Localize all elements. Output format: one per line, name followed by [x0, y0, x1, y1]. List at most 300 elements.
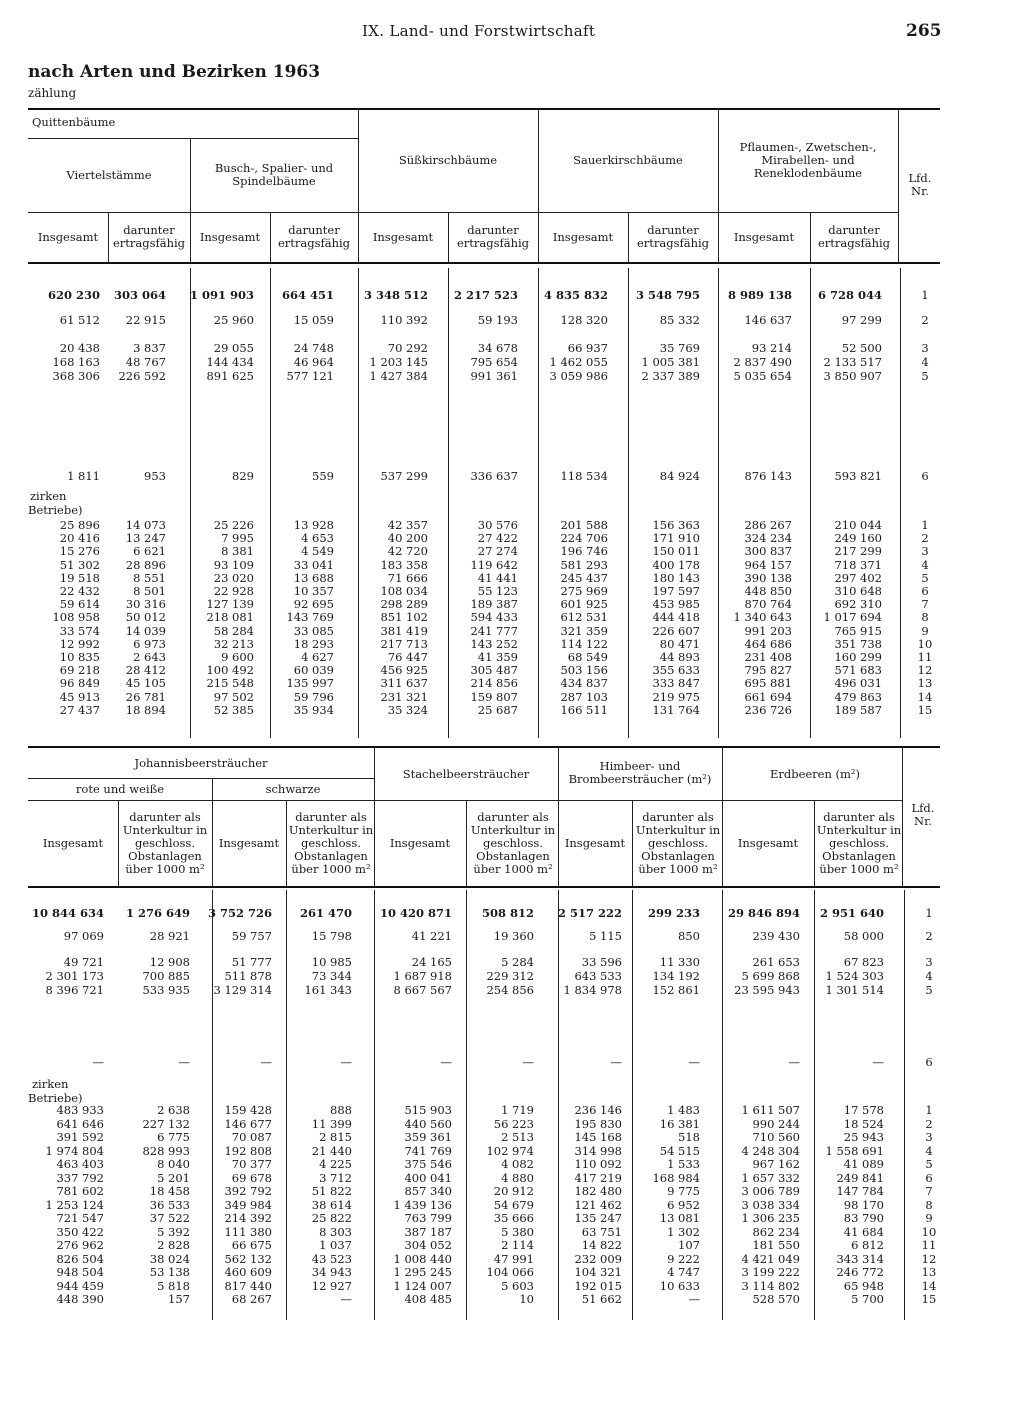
table-cell: — [688, 1055, 700, 1069]
table-cell: 359 361 [404, 1130, 452, 1144]
table-cell: 261 653 [752, 955, 800, 969]
table-cell: 661 694 [744, 689, 792, 704]
table-cell: 25 687 [477, 702, 518, 717]
table-cell: 261 470 [299, 906, 352, 920]
table-cell: 24 165 [411, 955, 452, 969]
table-cell: 56 223 [493, 1116, 534, 1131]
table-cell: 127 139 [206, 597, 254, 612]
table-cell: 5 603 [501, 1278, 534, 1293]
table-cell: 44 893 [659, 650, 700, 664]
table-cell: 408 485 [404, 1292, 452, 1306]
table-cell: 1 017 694 [823, 610, 882, 625]
table-cell: 3 059 986 [549, 369, 608, 383]
table-cell: 45 913 [59, 689, 100, 704]
table-cell: 92 695 [293, 597, 334, 612]
table-cell: 400 041 [404, 1170, 452, 1185]
table-cell: 43 523 [311, 1251, 352, 1266]
table-cell: 20 438 [59, 341, 100, 355]
table-cell: 2 133 517 [823, 355, 882, 369]
table-cell: 119 642 [470, 557, 518, 572]
table-cell: 41 221 [411, 929, 452, 943]
table-cell: 11 399 [311, 1116, 352, 1131]
table-cell: 300 837 [744, 544, 792, 559]
table-cell: 417 219 [574, 1170, 622, 1185]
table-cell: 28 921 [149, 929, 190, 943]
table-cell: 8 667 567 [393, 983, 452, 997]
table-cell: 104 321 [574, 1265, 622, 1279]
table-cell: 29 846 894 [727, 906, 800, 920]
table-cell: — [688, 1292, 700, 1306]
row-number: 9 [925, 1211, 933, 1225]
header-busch: Busch-, Spalier- und Spindelbäume [214, 161, 334, 188]
table-cell: 3 837 [133, 341, 166, 355]
table-cell: 5 818 [157, 1278, 190, 1293]
row-number: 7 [925, 1184, 933, 1198]
table-cell: 479 863 [834, 689, 882, 704]
table-cell: 196 746 [560, 544, 608, 559]
table-cell: 303 064 [113, 288, 166, 302]
table-cell: 1 340 643 [733, 610, 792, 625]
table-cell: 601 925 [560, 597, 608, 612]
table-cell: 343 314 [836, 1251, 884, 1266]
table-cell: 104 066 [486, 1265, 534, 1279]
table-cell: 5 380 [501, 1224, 534, 1239]
table-cell: 59 757 [231, 929, 272, 943]
table-cell: 6 775 [157, 1130, 190, 1144]
table-cell: 20 912 [493, 1184, 534, 1198]
table-cell: 964 157 [744, 557, 792, 572]
table-cell: — [178, 1055, 190, 1069]
table-cell: 4 747 [667, 1265, 700, 1279]
table-cell: 254 856 [486, 983, 534, 997]
table-cell: 48 767 [125, 355, 166, 369]
table-cell: 33 596 [581, 955, 622, 969]
table-cell: 5 284 [501, 955, 534, 969]
table-cell: 967 162 [752, 1157, 800, 1171]
table-cell: 38 614 [311, 1197, 352, 1212]
header-suess: Süßkirschbäume [398, 152, 498, 167]
table-cell: 387 187 [404, 1224, 452, 1239]
table-cell: 1 302 [667, 1224, 700, 1239]
table-cell: 23 020 [213, 570, 254, 585]
table-cell: 156 363 [652, 518, 700, 532]
table-cell: 181 550 [752, 1238, 800, 1252]
table-cell: 1 124 007 [393, 1278, 452, 1293]
table-cell: 13 928 [293, 518, 334, 532]
table-cell: 781 602 [56, 1184, 104, 1198]
table-cell: 108 958 [52, 610, 100, 625]
table-cell: 1 533 [667, 1157, 700, 1171]
table-cell: 862 234 [752, 1224, 800, 1239]
table-cell: 85 332 [659, 313, 700, 327]
table-cell: 336 637 [470, 469, 518, 483]
table-cell: 944 459 [56, 1278, 104, 1293]
table-cell: 349 984 [224, 1197, 272, 1212]
header-lfd: Lfd. Nr. [908, 171, 932, 198]
table-cell: 214 392 [224, 1211, 272, 1225]
row-number: 4 [921, 355, 929, 369]
table-cell: 226 592 [118, 369, 166, 383]
row-number: 4 [921, 557, 929, 572]
table-cell: 147 784 [836, 1184, 884, 1198]
row-number: 12 [917, 663, 933, 678]
table-cell: 350 422 [56, 1224, 104, 1239]
table-cell: 8 551 [133, 570, 166, 585]
header-ins: Insgesamt [218, 835, 280, 850]
row-number: 4 [925, 969, 933, 983]
row-number: 8 [925, 1197, 933, 1212]
table-cell: 2 114 [501, 1238, 534, 1252]
table-cell: 13 688 [293, 570, 334, 585]
header-dar: darunter als Unterkultur in geschloss. Obstanlagen über 1000 m² [816, 809, 902, 876]
table-cell: 718 371 [834, 557, 882, 572]
table-cell: 305 487 [470, 663, 518, 678]
table-cell: 1 005 381 [641, 355, 700, 369]
table-cell: 180 143 [652, 570, 700, 585]
table-cell: 128 320 [560, 313, 608, 327]
table-cell: 150 011 [652, 544, 700, 559]
table-cell: 71 666 [387, 570, 428, 585]
table-cell: 171 910 [652, 531, 700, 546]
table-cell: 246 772 [836, 1265, 884, 1279]
table-cell: 93 109 [213, 557, 254, 572]
table-cell: 3 548 795 [635, 288, 700, 302]
table-cell: 76 447 [387, 650, 428, 664]
table-cell: 80 471 [659, 636, 700, 651]
row-number: 2 [921, 531, 929, 546]
row-number: 2 [921, 313, 929, 327]
table-cell: 59 796 [293, 689, 334, 704]
table-cell: 13 081 [659, 1211, 700, 1225]
row-number: 6 [925, 1055, 933, 1069]
table-cell: 1 427 384 [369, 369, 428, 383]
table-cell: 35 934 [293, 702, 334, 717]
table-cell: 52 385 [213, 702, 254, 717]
table-cell: 1 091 903 [189, 288, 254, 302]
table-cell: 102 974 [486, 1143, 534, 1158]
table-cell: 577 121 [286, 369, 334, 383]
table-cell: 18 293 [293, 636, 334, 651]
row-number: 1 [925, 1103, 933, 1117]
table-cell: 70 087 [231, 1130, 272, 1144]
table-cell: 2 638 [157, 1103, 190, 1117]
row-number: 15 [917, 702, 933, 717]
table-cell: 10 420 871 [379, 906, 452, 920]
header-viertel: Viertelstämme [66, 167, 152, 182]
table-cell: 1 558 691 [825, 1143, 884, 1158]
table-cell: 8 989 138 [727, 288, 792, 302]
table-cell: 28 896 [125, 557, 166, 572]
table-cell: 146 677 [224, 1116, 272, 1131]
row-number: 3 [921, 341, 929, 355]
table-cell: — [340, 1292, 352, 1306]
table-cell: 157 [168, 1292, 190, 1306]
table-cell: 9 775 [667, 1184, 700, 1198]
table-cell: 310 648 [834, 584, 882, 598]
table-cell: 73 344 [311, 969, 352, 983]
table-cell: 22 915 [125, 313, 166, 327]
table-cell: 135 997 [286, 676, 334, 691]
table-cell: 168 984 [652, 1170, 700, 1185]
row-number: 8 [921, 610, 929, 625]
table-cell: 34 943 [311, 1265, 352, 1279]
table-cell: 22 928 [213, 584, 254, 598]
table-cell: 876 143 [744, 469, 792, 483]
table-cell: 33 574 [59, 623, 100, 638]
header-dar: darunter ertragsfähig [277, 223, 351, 250]
row-number: 14 [921, 1278, 937, 1293]
table-cell: 5 201 [157, 1170, 190, 1185]
table-cell: 990 244 [752, 1116, 800, 1131]
header-sauer: Sauerkirschbäume [573, 152, 683, 167]
header-quitten: Quittenbäume [32, 115, 116, 129]
table-cell: 4 082 [501, 1157, 534, 1171]
table-cell: 14 073 [125, 518, 166, 532]
table-cell: 182 480 [574, 1184, 622, 1198]
table-cell: 2 951 640 [819, 906, 884, 920]
page-title: nach Arten und Bezirken 1963 [28, 62, 321, 82]
table-cell: 3 712 [319, 1170, 352, 1185]
table-cell: 168 163 [52, 355, 100, 369]
header-ins: Insgesamt [733, 229, 795, 244]
table-cell: 1 008 440 [393, 1251, 452, 1266]
table-cell: 311 637 [380, 676, 428, 691]
table-cell: 59 193 [477, 313, 518, 327]
table-cell: 61 512 [59, 313, 100, 327]
table-cell: 97 299 [841, 313, 882, 327]
table-cell: 503 156 [560, 663, 608, 678]
table-cell: 6 728 044 [817, 288, 882, 302]
table-cell: 51 302 [59, 557, 100, 572]
table-cell: 456 925 [380, 663, 428, 678]
table-cell: 66 675 [231, 1238, 272, 1252]
table-cell: 210 044 [834, 518, 882, 532]
table-cell: 337 792 [56, 1170, 104, 1185]
table-cell: 51 822 [311, 1184, 352, 1198]
header-pflaumen: Pflaumen-, Zwetschen-, Mirabellen- und Reneklodenbäume [739, 139, 877, 180]
table-cell: 4 225 [319, 1157, 352, 1171]
table-cell: 35 666 [493, 1211, 534, 1225]
table-cell: 448 390 [56, 1292, 104, 1306]
table-cell: 710 560 [752, 1130, 800, 1144]
table-cell: 51 662 [581, 1292, 622, 1306]
row-label-fragment: zirken [30, 489, 67, 503]
table-cell: 891 625 [206, 369, 254, 383]
table-cell: 98 170 [843, 1197, 884, 1212]
table-cell: 817 440 [224, 1278, 272, 1293]
row-number: 5 [921, 369, 929, 383]
table-cell: 42 357 [387, 518, 428, 532]
table-cell: 51 777 [231, 955, 272, 969]
table-cell: 287 103 [560, 689, 608, 704]
page-number: 265 [906, 21, 942, 41]
table-cell: 4 549 [301, 544, 334, 559]
row-number: 11 [921, 1238, 937, 1252]
table-cell: 562 132 [224, 1251, 272, 1266]
row-number: 3 [925, 1130, 933, 1144]
header-stachel: Stachelbeersträucher [402, 766, 530, 781]
table-cell: 1 657 332 [741, 1170, 800, 1185]
table-cell: 2 815 [319, 1130, 352, 1144]
table-cell: 58 284 [213, 623, 254, 638]
table-cell: 14 822 [581, 1238, 622, 1252]
header-lfd: Lfd. Nr. [911, 801, 935, 828]
table-cell: 692 310 [834, 597, 882, 612]
table-cell: 4 248 304 [741, 1143, 800, 1158]
table-cell: 41 441 [477, 570, 518, 585]
table-cell: 17 578 [843, 1103, 884, 1117]
table-cell: 41 089 [843, 1157, 884, 1171]
table-cell: 18 894 [125, 702, 166, 717]
table-cell: 1 524 303 [825, 969, 884, 983]
table-cell: 12 908 [149, 955, 190, 969]
table-cell: 953 [144, 469, 166, 483]
table-cell: 10 985 [311, 955, 352, 969]
row-number: 14 [917, 689, 933, 704]
row-number: 15 [921, 1292, 937, 1306]
row-label-fragment: zirken [32, 1077, 69, 1091]
table-cell: 217 299 [834, 544, 882, 559]
table-cell: 664 451 [281, 288, 334, 302]
table-cell: 515 903 [404, 1103, 452, 1117]
table-cell: 10 633 [659, 1278, 700, 1293]
table-cell: 42 720 [387, 544, 428, 559]
table-cell: 12 927 [311, 1278, 352, 1293]
header-ins: Insgesamt [37, 229, 99, 244]
table-cell: 533 935 [142, 983, 190, 997]
table-cell: 508 812 [481, 906, 534, 920]
table-cell: 594 433 [470, 610, 518, 625]
table-cell: 59 614 [59, 597, 100, 612]
table-cell: — [872, 1055, 884, 1069]
table-cell: 40 200 [387, 531, 428, 546]
header-ins: Insgesamt [42, 835, 104, 850]
table-cell: 643 533 [574, 969, 622, 983]
table-cell: 4 653 [301, 531, 334, 546]
table-cell: 114 122 [560, 636, 608, 651]
table-cell: 70 292 [387, 341, 428, 355]
table-cell: 700 885 [142, 969, 190, 983]
page-subtitle: zählung [28, 86, 77, 100]
table-cell: 351 738 [834, 636, 882, 651]
row-number: 2 [925, 929, 933, 943]
header-dar: darunter als Unterkultur in geschloss. Obstanlagen über 1000 m² [635, 809, 721, 876]
table-cell: 58 000 [843, 929, 884, 943]
table-cell: 795 827 [744, 663, 792, 678]
table-cell: 851 102 [380, 610, 428, 625]
table-cell: 34 678 [477, 341, 518, 355]
table-cell: 620 230 [47, 288, 100, 302]
table-cell: 192 015 [574, 1278, 622, 1293]
table-cell: 25 226 [213, 518, 254, 532]
table-cell: 1 301 514 [825, 983, 884, 997]
table-cell: 93 214 [751, 341, 792, 355]
row-number: 3 [925, 955, 933, 969]
table-cell: 25 822 [311, 1211, 352, 1225]
table-cell: 19 518 [59, 570, 100, 585]
table-cell: 1 974 804 [45, 1143, 104, 1158]
table-cell: 581 293 [560, 557, 608, 572]
header-ins: Insgesamt [199, 229, 261, 244]
table-cell: 6 952 [667, 1197, 700, 1212]
table-cell: 23 595 943 [734, 983, 800, 997]
table-cell: 828 993 [142, 1143, 190, 1158]
table-cell: 444 418 [652, 610, 700, 625]
table-cell: 2 828 [157, 1238, 190, 1252]
table-cell: 375 546 [404, 1157, 452, 1171]
table-cell: 8 303 [319, 1224, 352, 1239]
table-cell: 721 547 [56, 1211, 104, 1225]
table-cell: 13 247 [125, 531, 166, 546]
table-cell: 275 969 [560, 584, 608, 598]
table-cell: 18 524 [843, 1116, 884, 1131]
table-cell: 143 769 [286, 610, 334, 625]
row-number: 13 [917, 676, 933, 691]
table-cell: 10 [519, 1292, 534, 1306]
table-cell: 5 035 654 [733, 369, 792, 383]
table-cell: 518 [678, 1130, 700, 1144]
table-cell: — [610, 1055, 622, 1069]
table-cell: 37 522 [149, 1211, 190, 1225]
table-cell: 1 203 145 [369, 355, 428, 369]
row-number: 6 [921, 584, 929, 598]
table-cell: 166 511 [560, 702, 608, 717]
header-ins: Insgesamt [552, 229, 614, 244]
table-cell: 45 105 [125, 676, 166, 691]
table-cell: 991 361 [470, 369, 518, 383]
table-cell: 400 178 [652, 557, 700, 572]
table-cell: 27 422 [477, 531, 518, 546]
header-himb: Himbeer- und Brombeersträucher (m²) [568, 759, 712, 786]
table-cell: 96 849 [59, 676, 100, 691]
table-cell: 1 276 649 [125, 906, 190, 920]
table-cell: 2 643 [133, 650, 166, 664]
table-cell: 38 024 [149, 1251, 190, 1266]
table-cell: 35 769 [659, 341, 700, 355]
table-cell: 245 437 [560, 570, 608, 585]
table-cell: 314 998 [574, 1143, 622, 1158]
table-cell: 299 233 [647, 906, 700, 920]
table-cell: 826 504 [56, 1251, 104, 1266]
table-cell: 84 924 [659, 469, 700, 483]
table-cell: 765 915 [834, 623, 882, 638]
table-cell: 53 138 [149, 1265, 190, 1279]
table-cell: 1 834 978 [563, 983, 622, 997]
table-cell: 49 721 [63, 955, 104, 969]
table-cell: 641 646 [56, 1116, 104, 1131]
row-label-fragment: Betriebe) [28, 503, 83, 517]
row-number: 10 [921, 1224, 937, 1239]
row-label-fragment: Betriebe) [28, 1091, 83, 1105]
table-cell: 496 031 [834, 676, 882, 691]
table-cell: 448 850 [744, 584, 792, 598]
table-cell: 8 381 [221, 544, 254, 559]
table-cell: 4 627 [301, 650, 334, 664]
table-cell: 25 896 [59, 518, 100, 532]
row-number: 7 [921, 597, 929, 612]
row-number: 5 [925, 1157, 933, 1171]
table-cell: 236 726 [744, 702, 792, 717]
table-cell: 4 421 049 [741, 1251, 800, 1266]
table-cell: 850 [678, 929, 700, 943]
table-cell: 229 312 [486, 969, 534, 983]
table-cell: 368 306 [52, 369, 100, 383]
table-cell: 464 686 [744, 636, 792, 651]
table-cell: 35 324 [387, 702, 428, 717]
table-cell: 224 706 [560, 531, 608, 546]
table-cell: 8 040 [157, 1157, 190, 1171]
header-dar: darunter ertragsfähig [636, 223, 710, 250]
